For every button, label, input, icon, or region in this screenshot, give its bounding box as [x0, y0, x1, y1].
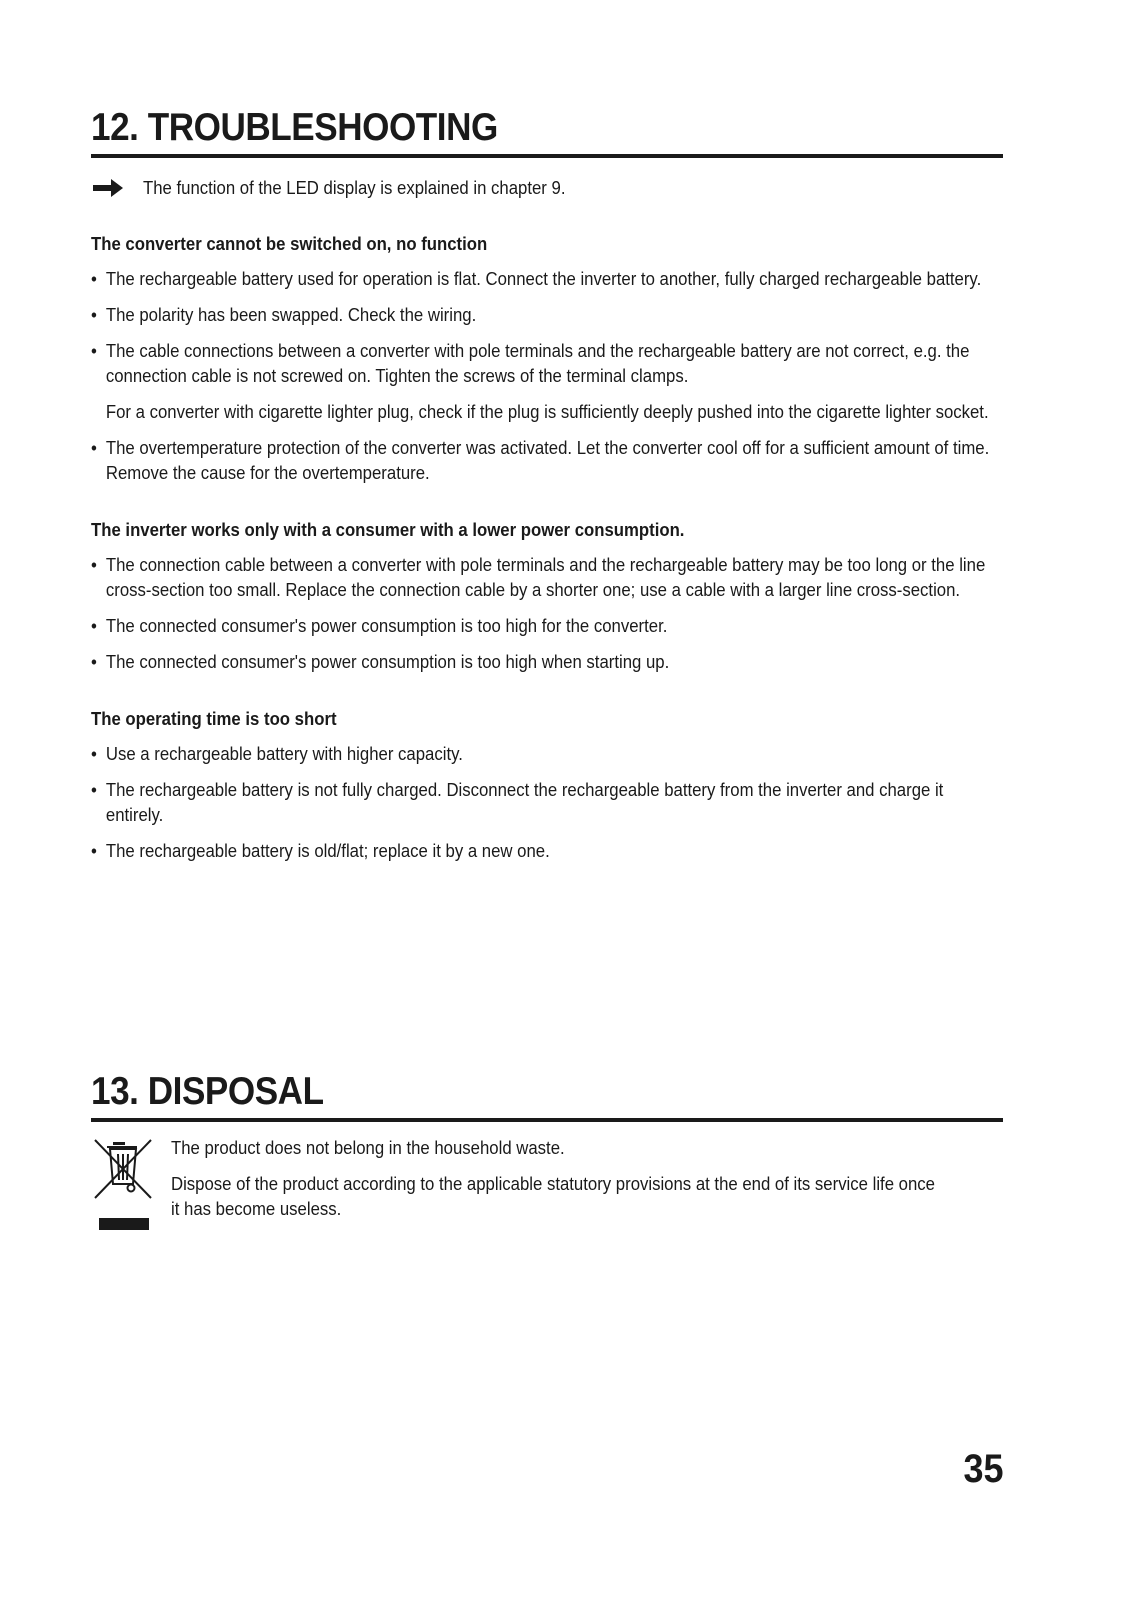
list-item-text: The rechargeable battery used for operation is flat. Connect the inverter to another, fully charged rechargeable battery.	[105, 269, 982, 289]
crossed-out-wheelie-bin-icon	[91, 1136, 157, 1236]
list-item	[91, 650, 1002, 675]
list-item-text: The overtemperature protection of the converter was activated. Let the converter cool off for a sufficient amount of time. Remove the cause for the overtemperature.	[105, 438, 990, 483]
group-low-power	[91, 520, 1002, 675]
list-item-text: The connection cable between a converter with pole terminals and the rechargeable battery may be too long or the line cross-section too small. Replace the connection cable by a shorter one; use a cable with a larger line cross-section.	[105, 555, 986, 600]
disposal-paragraph: The product does not belong in the household waste.	[171, 1138, 565, 1158]
group-no-function	[91, 234, 1002, 486]
group-short-operating-time	[91, 709, 1002, 864]
disposal-paragraph: Dispose of the product according to the applicable statutory provisions at the end of its service life once it has become useless.	[171, 1174, 935, 1219]
list-item	[91, 742, 1002, 767]
cause-list	[91, 267, 1002, 389]
list-item	[91, 303, 1002, 328]
list-item	[91, 778, 1002, 828]
bullet: •	[91, 841, 97, 861]
troubleshooting-section	[91, 106, 1003, 864]
list-item	[91, 267, 1002, 292]
list-item	[91, 553, 1002, 603]
cause-list	[91, 742, 1002, 864]
list-item	[91, 436, 1002, 486]
list-item-text: The rechargeable battery is old/flat; replace it by a new one.	[105, 841, 550, 861]
section-title-troubleshooting: 12. TROUBLESHOOTING	[91, 106, 498, 149]
cause-list	[91, 436, 1002, 486]
disposal-content	[91, 1136, 1003, 1236]
disposal-text	[171, 1136, 945, 1236]
group-heading: The converter cannot be switched on, no function	[91, 234, 488, 254]
list-item	[91, 614, 1002, 639]
list-item-text: The cable connections between a converter with pole terminals and the rechargeable battery are not correct, e.g. the connection cable is not screwed on. Tighten the screws of the terminal clamps.	[105, 341, 970, 386]
chapter-note-text: The function of the LED display is explained in chapter 9.	[143, 177, 566, 198]
bullet: •	[91, 555, 97, 575]
chapter-note	[91, 176, 1003, 200]
bullet: •	[91, 341, 97, 361]
title-rule	[91, 154, 1003, 158]
bullet: •	[91, 652, 97, 672]
right-arrow-icon	[91, 176, 125, 200]
list-item-text: The connected consumer's power consumption is too high when starting up.	[105, 652, 670, 672]
page-number: 35	[962, 1447, 1003, 1491]
bullet: •	[91, 305, 97, 325]
list-paragraph: For a converter with cigarette lighter plug, check if the plug is sufficiently deeply pushed into the cigarette lighter socket.	[105, 402, 989, 422]
bullet: •	[91, 616, 97, 636]
list-item-text: The connected consumer's power consumption is too high for the converter.	[105, 616, 668, 636]
group-heading: The inverter works only with a consumer with a lower power consumption.	[91, 520, 685, 540]
document-page	[91, 0, 1003, 1601]
group-heading: The operating time is too short	[91, 709, 337, 729]
cause-list	[91, 553, 1002, 675]
bullet: •	[91, 438, 97, 458]
list-item	[91, 839, 1002, 864]
section-title-disposal: 13. DISPOSAL	[91, 1070, 324, 1113]
bullet: •	[91, 744, 97, 764]
disposal-section	[91, 1070, 1003, 1236]
bullet: •	[91, 269, 97, 289]
list-item-text: The polarity has been swapped. Check the wiring.	[105, 305, 477, 325]
title-rule	[91, 1118, 1003, 1122]
list-item	[91, 339, 1002, 389]
list-item-text: The rechargeable battery is not fully charged. Disconnect the rechargeable battery from the inverter and charge it entirely.	[105, 780, 944, 825]
list-item-text: Use a rechargeable battery with higher capacity.	[105, 744, 463, 764]
bullet: •	[91, 780, 97, 800]
